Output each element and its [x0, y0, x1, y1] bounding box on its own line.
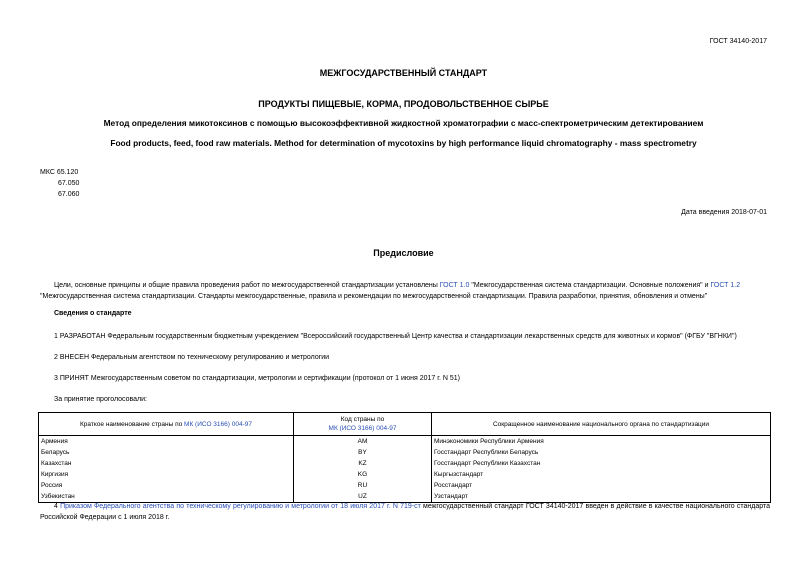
country-cell: Россия [39, 480, 294, 491]
adopted-by-paragraph: 3 ПРИНЯТ Межгосударственным советом по стандартизации, метрологии и сертификации (протокол от 1 июня 2017 г. N 51) [54, 375, 460, 382]
gost-1-0-link[interactable]: ГОСТ 1.0 [439, 282, 470, 289]
voted-label: За принятие проголосовали: [54, 396, 147, 403]
mks-code: 67.060 [58, 191, 80, 198]
table-row [39, 480, 771, 491]
preface-heading: Предисловие [373, 248, 434, 258]
voting-countries-table [38, 412, 771, 503]
mks-code: МКС 65.120 [40, 169, 79, 176]
table-row [39, 458, 771, 469]
table-row [39, 469, 771, 480]
country-cell: Казахстан [39, 458, 294, 469]
header-text: Краткое наименование страны по [80, 420, 185, 428]
document-title-english: Food products, feed, food raw materials. Method for determination of mycotoxins by high performance liquid chromatography - mass spectrometry [110, 138, 697, 148]
paragraph-text: межгосударственный стандарт ГОСТ 34140-2017 введен в действие в качестве национального стандарта Российской Федерации с 1 июля 2018 г. [40, 503, 770, 521]
standard-type-heading: МЕЖГОСУДАРСТВЕННЫЙ СТАНДАРТ [319, 68, 488, 78]
header-text: Код страны по [340, 416, 385, 423]
document-code: ГОСТ 34140-2017 [709, 38, 767, 45]
code-cell: RU [294, 480, 432, 491]
body-cell: Узстандарт [432, 491, 771, 503]
order-paragraph [40, 501, 770, 523]
table-row [39, 436, 771, 448]
code-cell: KZ [294, 458, 432, 469]
paragraph-number: 4 [54, 503, 61, 510]
gost-1-2-link[interactable]: ГОСТ 1.2 [710, 282, 741, 289]
paragraph-text: "Межгосударственная система стандартизации. Основные положения" и [469, 282, 711, 289]
table-header-row [39, 413, 771, 436]
body-cell: Минэкономики Республики Армения [432, 436, 771, 448]
country-cell: Киргизия [39, 469, 294, 480]
mks-code: 67.050 [58, 180, 80, 187]
mk-iso-3166-link[interactable]: МК (ИСО 3166) 004-97 [328, 425, 397, 432]
submitted-by-paragraph: 2 ВНЕСЕН Федеральным агентством по техническому регулированию и метрологии [54, 354, 330, 361]
code-cell: UZ [294, 491, 432, 503]
preface-paragraph [40, 280, 770, 302]
mks-codes [40, 167, 79, 200]
header-code [294, 413, 432, 436]
body-cell: Кыргызстандарт [432, 469, 771, 480]
developed-by-paragraph: 1 РАЗРАБОТАН Федеральным государственным бюджетным учреждением "Всероссийский государственный Центр качества и стандартизации лекарственных средств для животных и кормов" (ФГБУ "ВГНКИ") [54, 333, 737, 340]
code-cell: AM [294, 436, 432, 448]
standard-info-heading: Сведения о стандарте [54, 310, 132, 317]
order-719-link[interactable]: Приказом Федерального агентства по техническому регулированию и метрологии от 18 июля 2017 г. N 719-ст [60, 503, 421, 510]
table-row [39, 447, 771, 458]
introduction-date: Дата введения 2018-07-01 [681, 209, 767, 216]
document-title: ПРОДУКТЫ ПИЩЕВЫЕ, КОРМА, ПРОДОВОЛЬСТВЕННОЕ СЫРЬЕ [258, 99, 549, 109]
mk-iso-3166-link[interactable]: МК (ИСО 3166) 004-97 [184, 420, 252, 428]
header-national-body: Сокращенное наименование национального органа по стандартизации [432, 413, 771, 436]
body-cell: Госстандарт Республики Беларусь [432, 447, 771, 458]
country-cell: Армения [39, 436, 294, 448]
country-cell: Беларусь [39, 447, 294, 458]
code-cell: KG [294, 469, 432, 480]
header-country [39, 413, 294, 436]
paragraph-text: "Межгосударственная система стандартизации. Стандарты межгосударственные, правила и рекомендации по межгосударственной стандартизации. Правила разработки, принятия, обновления и отмены" [40, 293, 708, 300]
paragraph-text: Цели, основные принципы и общие правила проведения работ по межгосударственной стандартизации установлены [54, 282, 440, 289]
country-cell: Узбекистан [39, 491, 294, 503]
document-subtitle: Метод определения микотоксинов с помощью высокоэффективной жидкостной хроматографии с масс-спектрометрическим детектированием [103, 118, 704, 128]
body-cell: Госстандарт Республики Казахстан [432, 458, 771, 469]
code-cell: BY [294, 447, 432, 458]
body-cell: Росстандарт [432, 480, 771, 491]
